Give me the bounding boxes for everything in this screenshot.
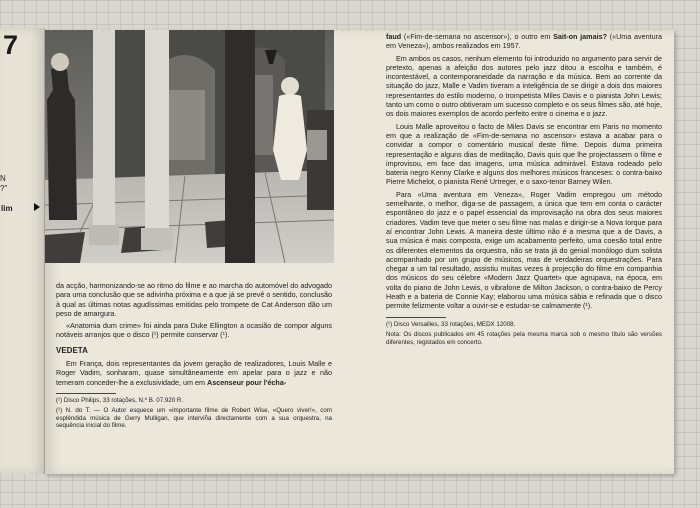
left-fragment-2: ?"	[0, 184, 8, 193]
film-title-faud: faud	[386, 32, 402, 41]
film-title-ascenseur: Ascenseur pour l'écha-	[207, 377, 287, 387]
col2-paragraph-1-text-b: («Uma aventura em Veneza»), ambos realizados em 1957.	[386, 32, 663, 51]
col1-paragraph-2: «Anatomia dum crime» foi ainda para Duke Ellington a ocasião de compor alguns notáveis arranjos que o disco (¹) permite conservar (¹).	[56, 321, 332, 340]
col1-paragraph-3-text: Em França, dois representantes da jovem geração de realizadores, Louis Malle e Roger Vadim, sonharam, quase simultâneamente em apelar para o jazz e não temeram conceder-lhe a exclusividade, um em	[56, 359, 332, 387]
col2-paragraph-2: Em ambos os casos, nenhum elemento foi introduzido no argumento para servir de pretexto, apenas a afeição dos autores pelo jazz ditou a escolha e também, é incontestável, a contemporaneidade da narração e da música. Bem ao corrente da situação do jazz, Malle e Vadim tiveram a inteligência de se dirigir a dois dos maiores representantes do estilo moderno, o trompetista Miles Davis e o pianista John Lewis; tanto um como o outro obtiveram um sucesso completo e os seus filmes são, até hoje, os dois maiores exemplos de acordo perfeito entre o cinema e o jazz.	[386, 53, 662, 119]
text-column-1	[56, 281, 332, 433]
col2-paragraph-1	[386, 32, 662, 51]
section-heading-vedeta: VEDETA	[56, 345, 88, 355]
col2-footnote-1: (¹) Disco Versailles, 33 rotações, MEDX 12008.	[386, 320, 516, 328]
text-column-2	[386, 32, 662, 349]
footnote-divider	[56, 393, 116, 394]
left-fragment-3: lim	[1, 204, 13, 213]
col1-paragraph-3	[56, 359, 332, 387]
col2-paragraph-4: Para «Uma aventura em Veneza», Roger Vadim empregou um método semelhante, o melhor, diga-se de passagem, a única que tem em conta o carácter espontâneo do jazz e o papel essencial da improvisação na obra dos seus maiores criadores. Vadim teve que meter o seu filme nas malas e dirigir-se a Nova Iorque para aí encontrar John Lewis. A maneira deste último não é a mesma que a de Davis, a sua música é mais composta, exige um acabamento perfeito, uma coesão total entre os diferentes elementos da orquestra, não se trata já do genial monólogo dum solista acompanhado por um grupo de músicos, mas de verdadeiras orquestrações. Para chegar a um tal resultado, assistiu muitas vezes à projecção do filme em companhia dos músicos do seu célebre «Modern Jazz Quartet» que agrupava, na época, em volta do piano de John Lewis, o vibrafone de Milton Jackson, o contra-baixo de Percy Heath e a bateria de Connie Kay; elaborou uma música sábia e refinada que o disco permite felizmente voltar a ouvir-se e estudar-se calmamente (¹).	[386, 189, 662, 311]
col1-paragraph-1: da acção, harmonizando-se ao ritmo do filme e ao marcha do automóvel do advogado para uma conclusão que se adivinha próxima e a que já se prevê o sentido, conclusão à qual as últimas notas agudíssimas emitidas pelo trompete de Cat Anderson dão um peso de amargura.	[56, 281, 332, 318]
left-fragment-1: N	[0, 174, 6, 183]
page-number: 7	[3, 30, 19, 60]
film-title-sait-on-jamais: Sait-on jamais?	[553, 32, 607, 41]
left-page-edge	[0, 28, 45, 474]
film-still-photo	[45, 30, 334, 263]
col1-footnote-1: (¹) Disco Philips, 33 rotações, N.º B. 07.920 R.	[56, 396, 184, 404]
col2-paragraph-3: Louis Malle aproveitou o facto de Miles Davis se encontrar em Paris no momento em que a realização de «Fim-de-semana no ascensor» estava a acabar para o convidar a compor o comentário musical deste filme. Depois duma primeira representação e alguns dias de meditação, Davis quis que lhe projectassem o filme e improvisou, em face das imagens, uma música admirável. Estava rodeado pelo bateria negro Kenny Clarke e alguns dos melhores músicos franceses: o contra-baixo Pierre Michelot, o pianista René Urtreger, e o saxo-tenor Barney Wilen.	[386, 121, 662, 187]
film-still-image	[45, 30, 334, 263]
arrow-right-icon	[34, 203, 40, 211]
col1-footnote-2: (¹) N. do T. — O Autor esquece um «importante filme de Robert Wise, «Quero viver!», com esplêndida música de Gerry Mulligan, que interviña directamente com a sua orquestra, na sequência inicial do filme.	[56, 407, 332, 430]
footnote-divider-2	[386, 317, 446, 318]
col2-footnote-2: Nota: Os discos publicados em 45 rotações pela mesma marca sob o mesmo título são versões diferentes, registados em concerto.	[386, 331, 662, 346]
right-page	[45, 30, 674, 474]
col2-paragraph-1-text-a: («Fim-de-semana no ascensor»), o outro em	[401, 32, 554, 41]
